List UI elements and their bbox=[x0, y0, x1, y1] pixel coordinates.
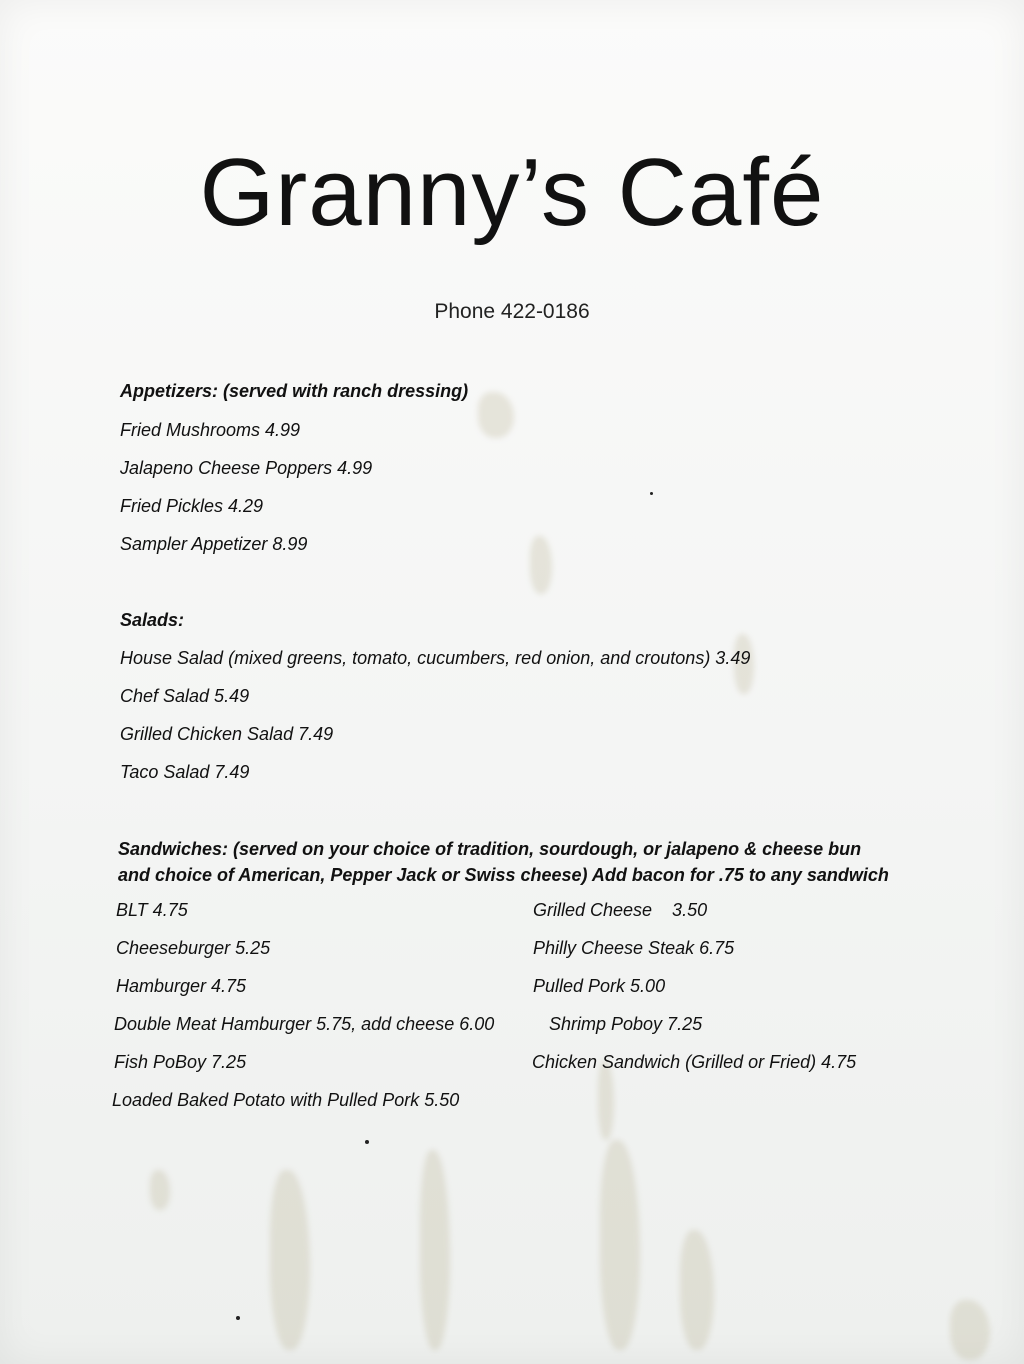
paper-stain bbox=[478, 392, 514, 438]
salad-item: Chef Salad 5.49 bbox=[120, 686, 250, 706]
paper-stain bbox=[950, 1300, 990, 1360]
appetizer-item: Jalapeno Cheese Poppers 4.99 bbox=[120, 458, 373, 478]
salad-item: House Salad (mixed greens, tomato, cucumbers, red onion, and croutons) 3.49 bbox=[120, 648, 751, 668]
salad-item: Grilled Chicken Salad 7.49 bbox=[120, 724, 334, 744]
appetizers-heading-label: Appetizers: bbox=[120, 381, 219, 401]
sandwich-item: Philly Cheese Steak 6.75 bbox=[533, 938, 735, 958]
sandwiches-note: (served on your choice of tradition, sourdough, or jalapeno & cheese bun and choice of American, Pepper Jack or Swiss cheese) Add bacon for .75 to any sandwich bbox=[118, 839, 889, 885]
sandwich-item: Cheeseburger 5.25 bbox=[116, 938, 271, 958]
sandwiches-heading bbox=[118, 836, 898, 888]
sandwich-item: Shrimp Poboy 7.25 bbox=[549, 1014, 703, 1034]
paper-stain bbox=[680, 1230, 714, 1350]
appetizer-item: Fried Pickles 4.29 bbox=[120, 496, 264, 516]
appetizers-note: (served with ranch dressing) bbox=[223, 381, 469, 401]
sandwich-item: Loaded Baked Potato with Pulled Pork 5.50 bbox=[112, 1090, 460, 1110]
appetizers-heading bbox=[120, 381, 468, 402]
salad-item: Taco Salad 7.49 bbox=[120, 762, 250, 782]
paper-stain bbox=[530, 536, 552, 594]
sandwich-item: Chicken Sandwich (Grilled or Fried) 4.75 bbox=[532, 1052, 857, 1072]
sandwich-item: Double Meat Hamburger 5.75, add cheese 6.00 bbox=[114, 1014, 495, 1034]
page-title: Granny’s Café bbox=[199, 139, 825, 246]
ink-speck bbox=[236, 1316, 240, 1320]
salads-heading: Salads: bbox=[120, 610, 185, 630]
sandwiches-heading-label: Sandwiches: bbox=[118, 839, 229, 859]
appetizer-item: Sampler Appetizer 8.99 bbox=[120, 534, 308, 554]
sandwich-item: BLT 4.75 bbox=[116, 900, 188, 920]
appetizer-item: Fried Mushrooms 4.99 bbox=[120, 420, 301, 440]
sandwich-item: Pulled Pork 5.00 bbox=[533, 976, 666, 996]
phone-number: Phone 422-0186 bbox=[434, 300, 590, 323]
ink-speck bbox=[650, 492, 653, 495]
paper-stain bbox=[270, 1170, 310, 1350]
sandwich-item: Hamburger 4.75 bbox=[116, 976, 247, 996]
ink-speck bbox=[365, 1140, 369, 1144]
sandwich-item: Grilled Cheese 3.50 bbox=[533, 900, 708, 920]
sandwich-item: Fish PoBoy 7.25 bbox=[114, 1052, 247, 1072]
paper-stain bbox=[420, 1150, 450, 1350]
paper-stain bbox=[150, 1170, 170, 1210]
paper-stain bbox=[600, 1140, 640, 1350]
